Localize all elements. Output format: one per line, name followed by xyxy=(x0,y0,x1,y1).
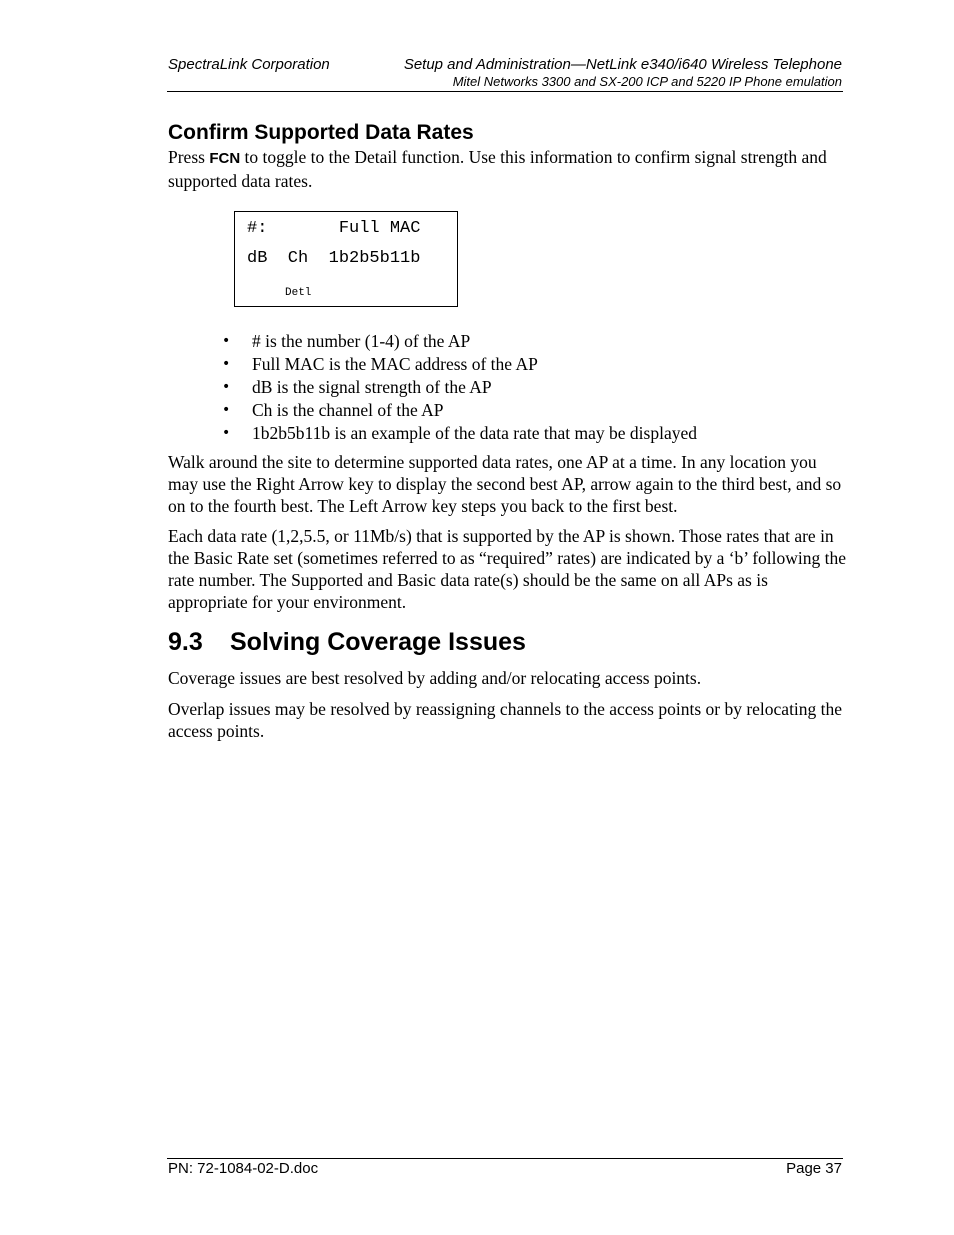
header-company: SpectraLink Corporation xyxy=(168,56,330,73)
bullet-icon: • xyxy=(222,425,231,441)
footer-part-number: PN: 72-1084-02-D.doc xyxy=(168,1160,319,1177)
footer-rule xyxy=(167,1158,843,1159)
bullet-icon: • xyxy=(222,356,231,372)
phone-display-box xyxy=(234,211,458,307)
intro-paragraph xyxy=(168,146,848,192)
fcn-key-label: FCN xyxy=(209,150,241,167)
bullet-icon: • xyxy=(222,379,231,395)
list-item-text: 1b2b5b11b is an example of the data rate that may be displayed xyxy=(252,423,697,443)
footer-page-number: Page 37 xyxy=(786,1160,842,1177)
bullet-icon: • xyxy=(222,402,231,418)
display-softkey-label: Detl xyxy=(285,287,312,299)
list-item xyxy=(222,330,697,353)
display-line-1: #: Full MAC xyxy=(247,219,421,238)
list-item-text: Ch is the channel of the AP xyxy=(252,400,444,420)
list-item xyxy=(222,376,697,399)
rates-paragraph: Each data rate (1,2,5.5, or 11Mb/s) that is supported by the AP is shown. Those rates that are in the Basic Rate set (sometimes referred to as “required” rates) are indicated by a ‘b’ following the rate number. The Supported and Basic data rate(s) should be the same on all APs as is appropriate for your environment. xyxy=(168,526,847,612)
display-line-2: dB Ch 1b2b5b11b xyxy=(247,249,421,268)
coverage-paragraph: Coverage issues are best resolved by adding and/or relocating access points. xyxy=(168,668,702,688)
list-item xyxy=(222,422,697,445)
list-item-text: Full MAC is the MAC address of the AP xyxy=(252,354,538,374)
list-item xyxy=(222,399,697,422)
list-item-text: # is the number (1-4) of the AP xyxy=(252,331,471,351)
section-number: 9.3 xyxy=(168,628,203,656)
overlap-paragraph: Overlap issues may be resolved by reassigning channels to the access points or by relocating the access points. xyxy=(168,699,843,741)
section-heading-coverage xyxy=(168,628,526,657)
header-subtitle: Mitel Networks 3300 and SX-200 ICP and 5220 IP Phone emulation xyxy=(452,74,842,89)
intro-suffix: to toggle to the Detail function. Use this information to confirm signal strength and supported data rates. xyxy=(168,147,827,191)
section-title: Solving Coverage Issues xyxy=(230,628,526,656)
section-heading-confirm-rates: Confirm Supported Data Rates xyxy=(168,121,474,144)
header-title: Setup and Administration—NetLink e340/i640 Wireless Telephone xyxy=(403,56,842,73)
walk-paragraph: Walk around the site to determine supported data rates, one AP at a time. In any location you may use the Right Arrow key to display the second best AP, arrow again to the third best, and so on to the fourth best. The Left Arrow key steps you back to the first best. xyxy=(168,452,842,516)
field-legend-list xyxy=(222,330,697,445)
header-rule xyxy=(167,91,843,92)
bullet-icon: • xyxy=(222,333,231,349)
list-item xyxy=(222,353,697,376)
list-item-text: dB is the signal strength of the AP xyxy=(252,377,492,397)
intro-prefix: Press xyxy=(168,147,210,167)
